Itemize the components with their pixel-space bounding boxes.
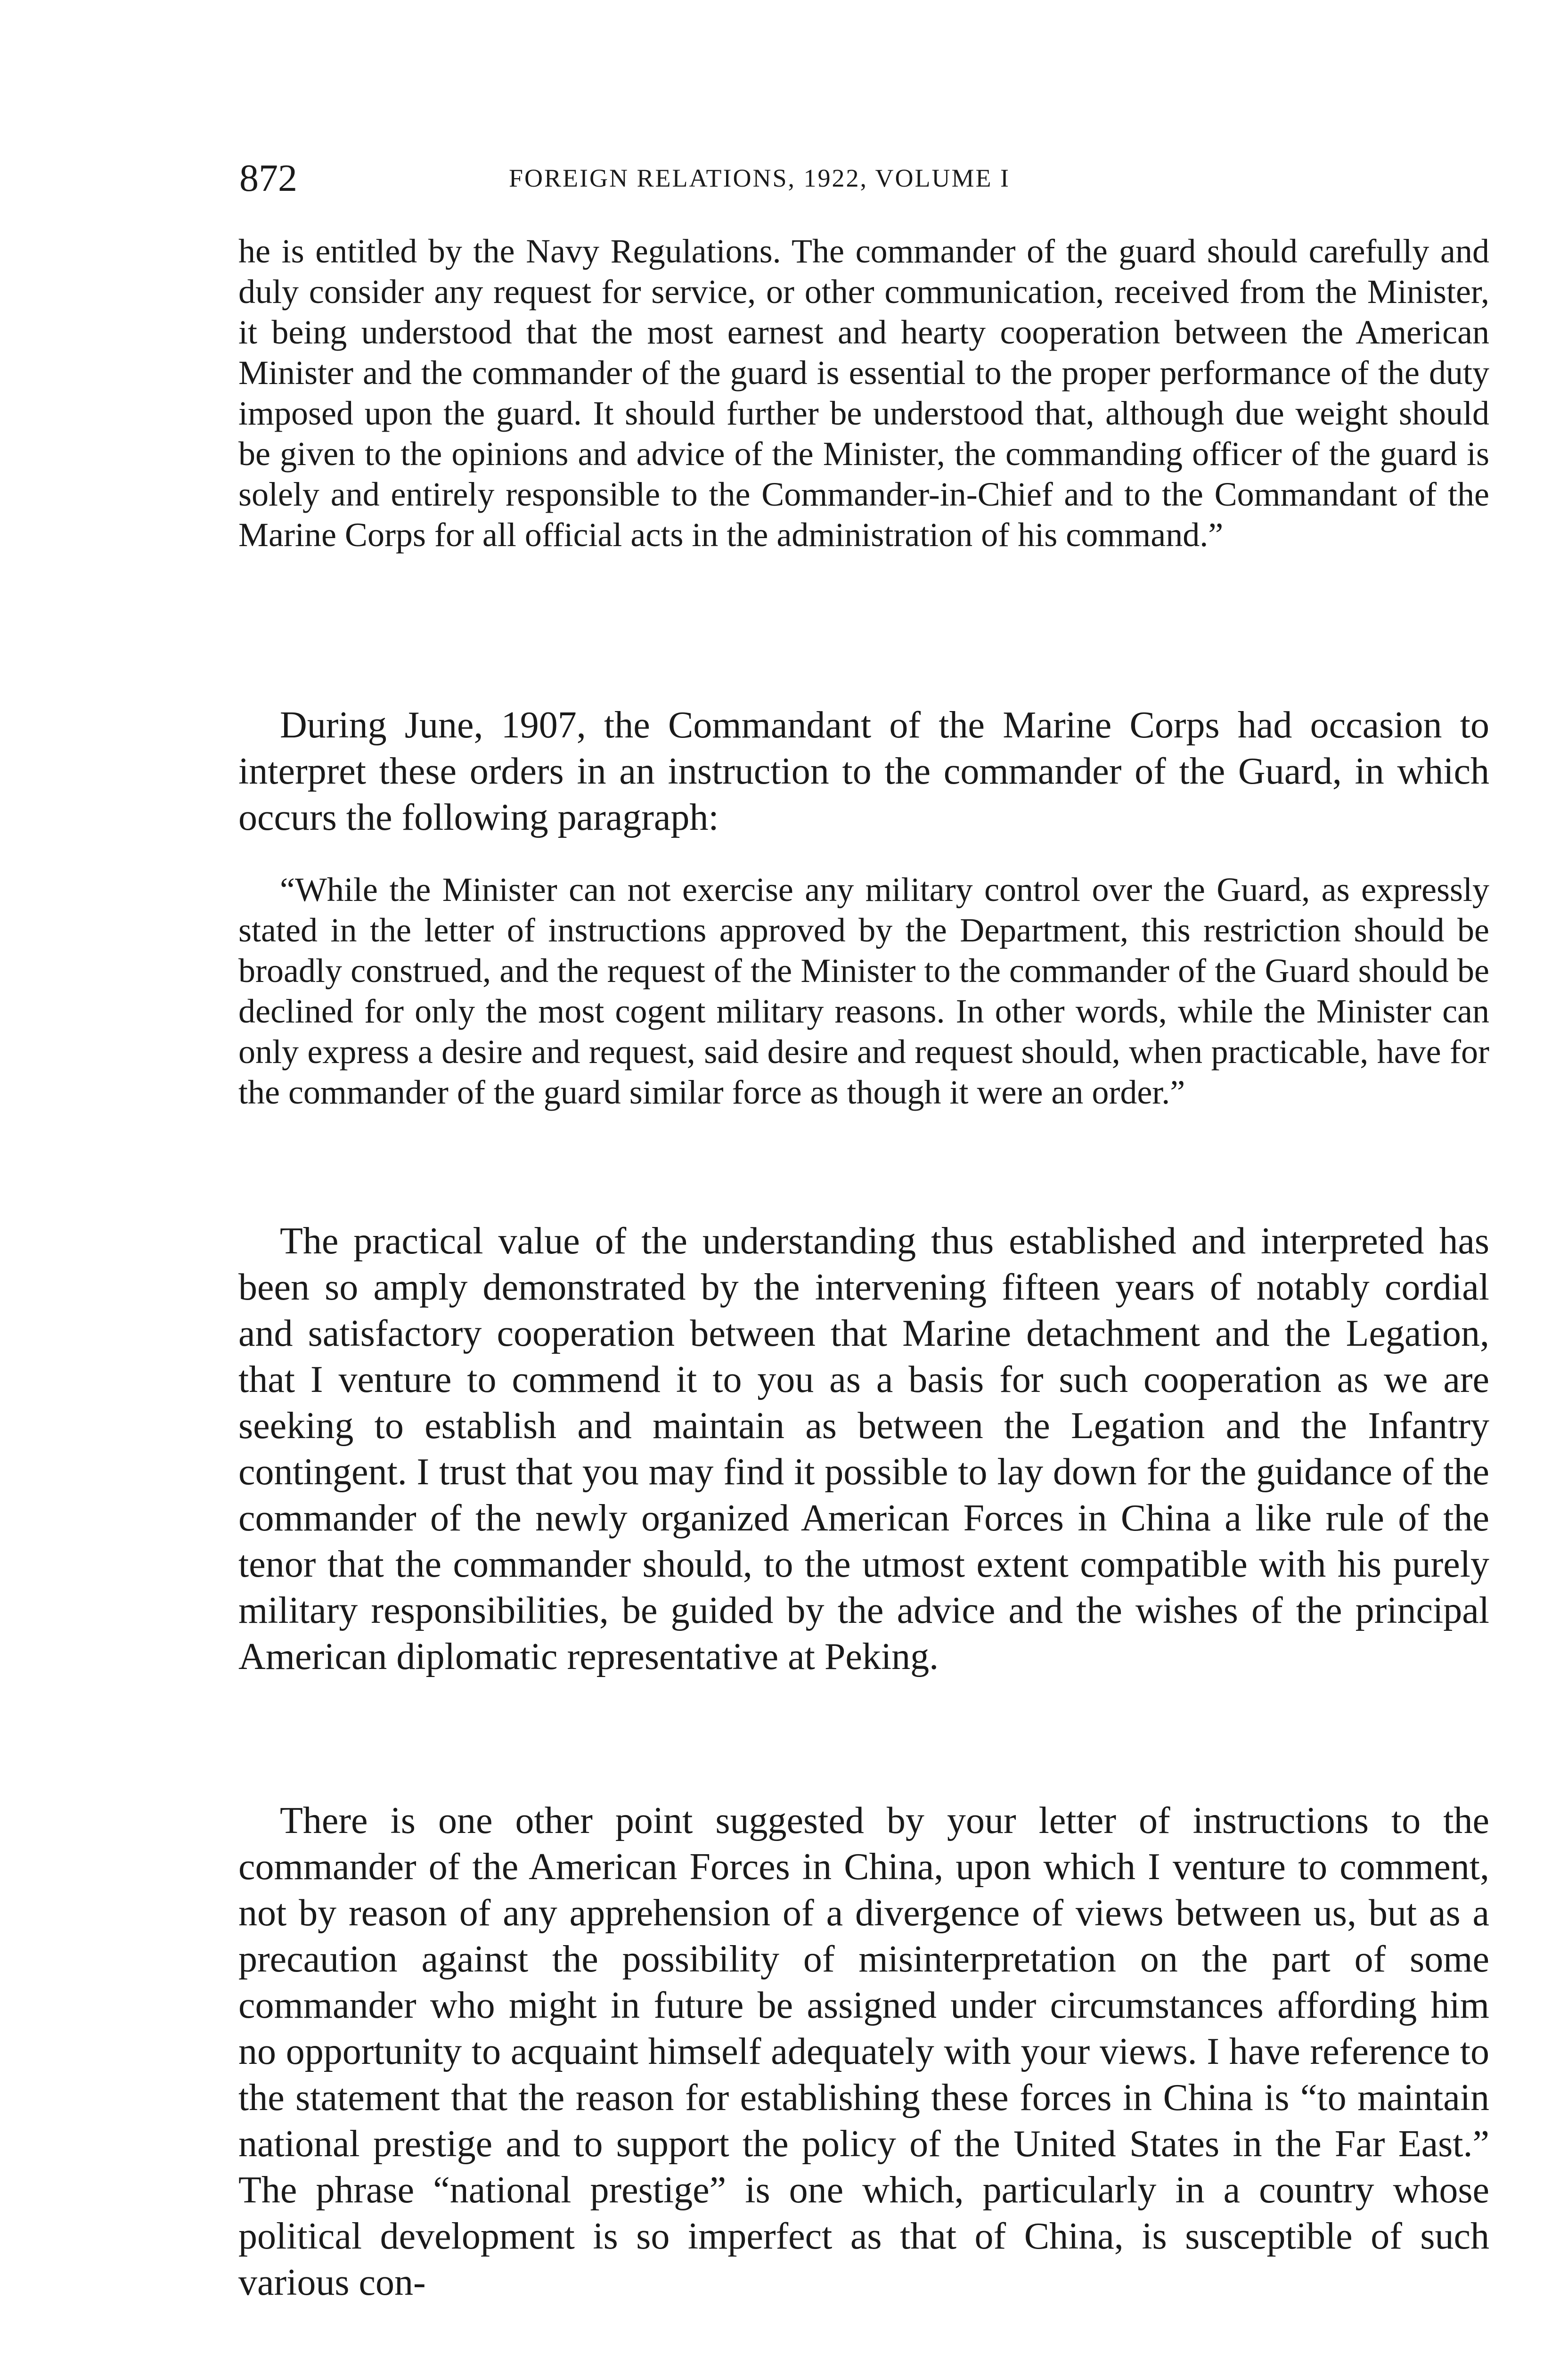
paragraph-june-1907: During June, 1907, the Commandant of the Marine Corps had occasion to interpret these orders in an instruction to the commander of the Guard, in which occurs the following paragraph: bbox=[238, 704, 1489, 838]
page-header bbox=[239, 155, 1488, 200]
quoted-instruction-paragraph: “While the Minister can not exercise any military control over the Guard, as expressly stated in the letter of instructions approved by the Department, this restriction should be broadly construed, and the request of the Minister to the commander of the Guard should be declined for only the most cogent military reasons. In other words, while the Minister can only express a desire and request, said desire and request should, when practicable, have for the commander of the guard similar force as though it were an order.” bbox=[238, 871, 1489, 1111]
running-title: FOREIGN RELATIONS, 1922, VOLUME I bbox=[509, 164, 1010, 192]
paragraph-other-point: There is one other point suggested by your letter of instructions to the commander of the American Forces in China, upon which I venture to comment, not by reason of any apprehension of a divergence of views between us, but as a precaution against the possibility of misinterpretation on the part of some commander who might in future be assigned under circumstances affording him no opportunity to acquaint himself adequately with your views. I have reference to the statement that the reason for establishing these forces in China is “to maintain national prestige and to support the policy of the United States in the Far East.” The phrase “national prestige” is one which, particularly in a country whose political development is so imperfect as that of China, is susceptible of such various con- bbox=[238, 1800, 1489, 2303]
quoted-regulation-continuation: he is entitled by the Navy Regulations. The commander of the guard should carefully and duly consider any request for service, or other communication, received from the Minister, it being understood that the most earnest and hearty cooperation between the American Minister and the commander of the guard is essential to the proper performance of the duty imposed upon the guard. It should further be understood that, although due weight should be given to the opinions and advice of the Minister, the commanding officer of the guard is solely and entirely responsible to the Commander-in-Chief and to the Commandant of the Marine Corps for all official acts in the administration of his command.” bbox=[238, 232, 1489, 554]
paragraph-practical-value: The practical value of the understanding thus established and interpreted has been so amply demonstrated by the intervening fifteen years of notably cordial and satisfactory cooperation between that Marine detachment and the Legation, that I venture to commend it to you as a basis for such cooperation as we are seeking to establish and maintain as between the Legation and the Infantry contingent. I trust that you may find it possible to lay down for the guidance of the commander of the newly organized American Forces in China a like rule of the tenor that the commander should, to the utmost extent compatible with his purely military responsibilities, be guided by the advice and the wishes of the principal American diplomatic representative at Peking. bbox=[238, 1220, 1489, 1677]
page-number: 872 bbox=[239, 156, 297, 199]
